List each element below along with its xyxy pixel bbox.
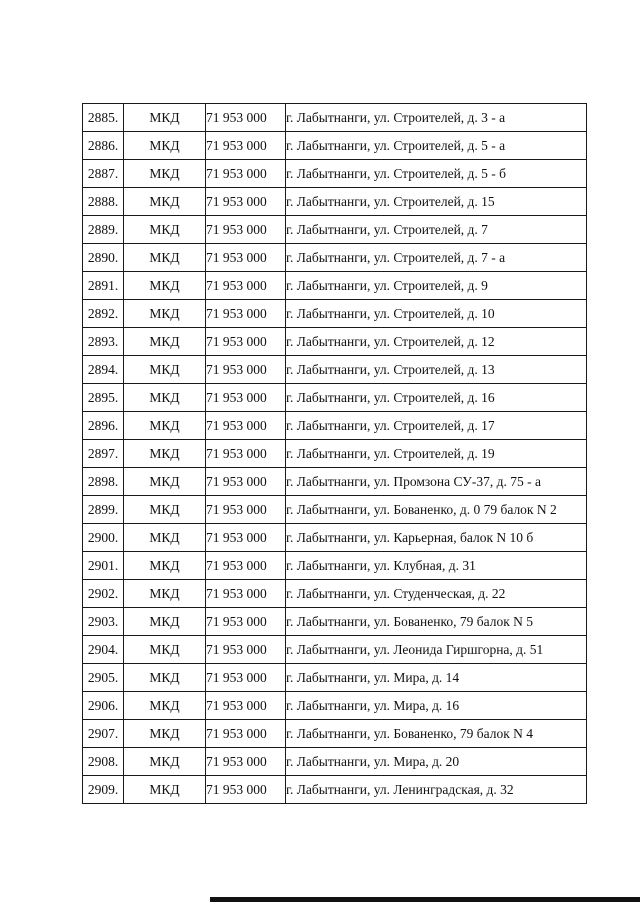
row-number-cell: 2888. <box>83 188 124 216</box>
oktmo-code-cell: 71 953 000 <box>206 580 286 608</box>
row-number-cell: 2887. <box>83 160 124 188</box>
oktmo-code-cell: 71 953 000 <box>206 272 286 300</box>
table-row <box>83 748 587 776</box>
oktmo-code-cell: 71 953 000 <box>206 188 286 216</box>
row-number-cell: 2899. <box>83 496 124 524</box>
row-number-cell: 2891. <box>83 272 124 300</box>
registry-table-body <box>83 104 587 804</box>
table-row <box>83 496 587 524</box>
row-number-cell: 2901. <box>83 552 124 580</box>
row-number-cell: 2885. <box>83 104 124 132</box>
address-cell: г. Лабытнанги, ул. Бованенко, д. 0 79 балок N 2 <box>286 496 587 524</box>
row-number-cell: 2905. <box>83 664 124 692</box>
address-cell: г. Лабытнанги, ул. Мира, д. 14 <box>286 664 587 692</box>
oktmo-code-cell: 71 953 000 <box>206 496 286 524</box>
oktmo-code-cell: 71 953 000 <box>206 328 286 356</box>
row-number-cell: 2904. <box>83 636 124 664</box>
building-type-cell: МКД <box>124 412 206 440</box>
row-number-cell: 2890. <box>83 244 124 272</box>
table-row <box>83 664 587 692</box>
row-number-cell: 2896. <box>83 412 124 440</box>
building-type-cell: МКД <box>124 524 206 552</box>
oktmo-code-cell: 71 953 000 <box>206 552 286 580</box>
row-number-cell: 2889. <box>83 216 124 244</box>
building-type-cell: МКД <box>124 552 206 580</box>
address-cell: г. Лабытнанги, ул. Студенческая, д. 22 <box>286 580 587 608</box>
building-type-cell: МКД <box>124 776 206 804</box>
row-number-cell: 2902. <box>83 580 124 608</box>
oktmo-code-cell: 71 953 000 <box>206 300 286 328</box>
table-row <box>83 300 587 328</box>
row-number-cell: 2893. <box>83 328 124 356</box>
address-cell: г. Лабытнанги, ул. Строителей, д. 3 - а <box>286 104 587 132</box>
oktmo-code-cell: 71 953 000 <box>206 468 286 496</box>
table-row <box>83 580 587 608</box>
building-type-cell: МКД <box>124 384 206 412</box>
building-type-cell: МКД <box>124 440 206 468</box>
table-row <box>83 272 587 300</box>
address-cell: г. Лабытнанги, ул. Мира, д. 20 <box>286 748 587 776</box>
row-number-cell: 2895. <box>83 384 124 412</box>
address-cell: г. Лабытнанги, ул. Бованенко, 79 балок N 4 <box>286 720 587 748</box>
building-type-cell: МКД <box>124 328 206 356</box>
row-number-cell: 2900. <box>83 524 124 552</box>
table-row <box>83 552 587 580</box>
building-type-cell: МКД <box>124 216 206 244</box>
building-type-cell: МКД <box>124 244 206 272</box>
row-number-cell: 2894. <box>83 356 124 384</box>
housing-registry-table <box>82 103 587 804</box>
table-row <box>83 328 587 356</box>
building-type-cell: МКД <box>124 720 206 748</box>
row-number-cell: 2892. <box>83 300 124 328</box>
table-row <box>83 188 587 216</box>
oktmo-code-cell: 71 953 000 <box>206 160 286 188</box>
building-type-cell: МКД <box>124 496 206 524</box>
building-type-cell: МКД <box>124 272 206 300</box>
building-type-cell: МКД <box>124 748 206 776</box>
oktmo-code-cell: 71 953 000 <box>206 664 286 692</box>
oktmo-code-cell: 71 953 000 <box>206 384 286 412</box>
address-cell: г. Лабытнанги, ул. Бованенко, 79 балок N 5 <box>286 608 587 636</box>
building-type-cell: МКД <box>124 468 206 496</box>
table-row <box>83 468 587 496</box>
address-cell: г. Лабытнанги, ул. Строителей, д. 7 <box>286 216 587 244</box>
row-number-cell: 2886. <box>83 132 124 160</box>
address-cell: г. Лабытнанги, ул. Строителей, д. 16 <box>286 384 587 412</box>
oktmo-code-cell: 71 953 000 <box>206 440 286 468</box>
building-type-cell: МКД <box>124 188 206 216</box>
table-row <box>83 776 587 804</box>
row-number-cell: 2897. <box>83 440 124 468</box>
row-number-cell: 2907. <box>83 720 124 748</box>
building-type-cell: МКД <box>124 104 206 132</box>
address-cell: г. Лабытнанги, ул. Строителей, д. 10 <box>286 300 587 328</box>
table-row <box>83 636 587 664</box>
address-cell: г. Лабытнанги, ул. Строителей, д. 12 <box>286 328 587 356</box>
oktmo-code-cell: 71 953 000 <box>206 636 286 664</box>
row-number-cell: 2906. <box>83 692 124 720</box>
oktmo-code-cell: 71 953 000 <box>206 720 286 748</box>
table-row <box>83 524 587 552</box>
table-row <box>83 244 587 272</box>
table-row <box>83 440 587 468</box>
address-cell: г. Лабытнанги, ул. Клубная, д. 31 <box>286 552 587 580</box>
table-row <box>83 412 587 440</box>
oktmo-code-cell: 71 953 000 <box>206 692 286 720</box>
address-cell: г. Лабытнанги, ул. Строителей, д. 7 - а <box>286 244 587 272</box>
row-number-cell: 2898. <box>83 468 124 496</box>
building-type-cell: МКД <box>124 636 206 664</box>
table-row <box>83 216 587 244</box>
address-cell: г. Лабытнанги, ул. Мира, д. 16 <box>286 692 587 720</box>
address-cell: г. Лабытнанги, ул. Строителей, д. 13 <box>286 356 587 384</box>
table-row <box>83 692 587 720</box>
oktmo-code-cell: 71 953 000 <box>206 608 286 636</box>
building-type-cell: МКД <box>124 356 206 384</box>
row-number-cell: 2903. <box>83 608 124 636</box>
oktmo-code-cell: 71 953 000 <box>206 356 286 384</box>
table-row <box>83 608 587 636</box>
oktmo-code-cell: 71 953 000 <box>206 104 286 132</box>
oktmo-code-cell: 71 953 000 <box>206 412 286 440</box>
address-cell: г. Лабытнанги, ул. Ленинградская, д. 32 <box>286 776 587 804</box>
address-cell: г. Лабытнанги, ул. Строителей, д. 17 <box>286 412 587 440</box>
table-row <box>83 104 587 132</box>
address-cell: г. Лабытнанги, ул. Строителей, д. 15 <box>286 188 587 216</box>
table-row <box>83 720 587 748</box>
building-type-cell: МКД <box>124 608 206 636</box>
building-type-cell: МКД <box>124 300 206 328</box>
oktmo-code-cell: 71 953 000 <box>206 244 286 272</box>
building-type-cell: МКД <box>124 692 206 720</box>
building-type-cell: МКД <box>124 664 206 692</box>
address-cell: г. Лабытнанги, ул. Промзона СУ-37, д. 75 - а <box>286 468 587 496</box>
table-row <box>83 384 587 412</box>
oktmo-code-cell: 71 953 000 <box>206 216 286 244</box>
address-cell: г. Лабытнанги, ул. Строителей, д. 5 - б <box>286 160 587 188</box>
address-cell: г. Лабытнанги, ул. Строителей, д. 5 - а <box>286 132 587 160</box>
address-cell: г. Лабытнанги, ул. Строителей, д. 19 <box>286 440 587 468</box>
building-type-cell: МКД <box>124 580 206 608</box>
table-row <box>83 132 587 160</box>
building-type-cell: МКД <box>124 160 206 188</box>
oktmo-code-cell: 71 953 000 <box>206 132 286 160</box>
address-cell: г. Лабытнанги, ул. Карьерная, балок N 10 б <box>286 524 587 552</box>
oktmo-code-cell: 71 953 000 <box>206 524 286 552</box>
building-type-cell: МКД <box>124 132 206 160</box>
oktmo-code-cell: 71 953 000 <box>206 776 286 804</box>
row-number-cell: 2908. <box>83 748 124 776</box>
address-cell: г. Лабытнанги, ул. Строителей, д. 9 <box>286 272 587 300</box>
row-number-cell: 2909. <box>83 776 124 804</box>
page-bottom-rule <box>210 897 640 902</box>
table-row <box>83 160 587 188</box>
address-cell: г. Лабытнанги, ул. Леонида Гиршгорна, д. 51 <box>286 636 587 664</box>
oktmo-code-cell: 71 953 000 <box>206 748 286 776</box>
table-row <box>83 356 587 384</box>
